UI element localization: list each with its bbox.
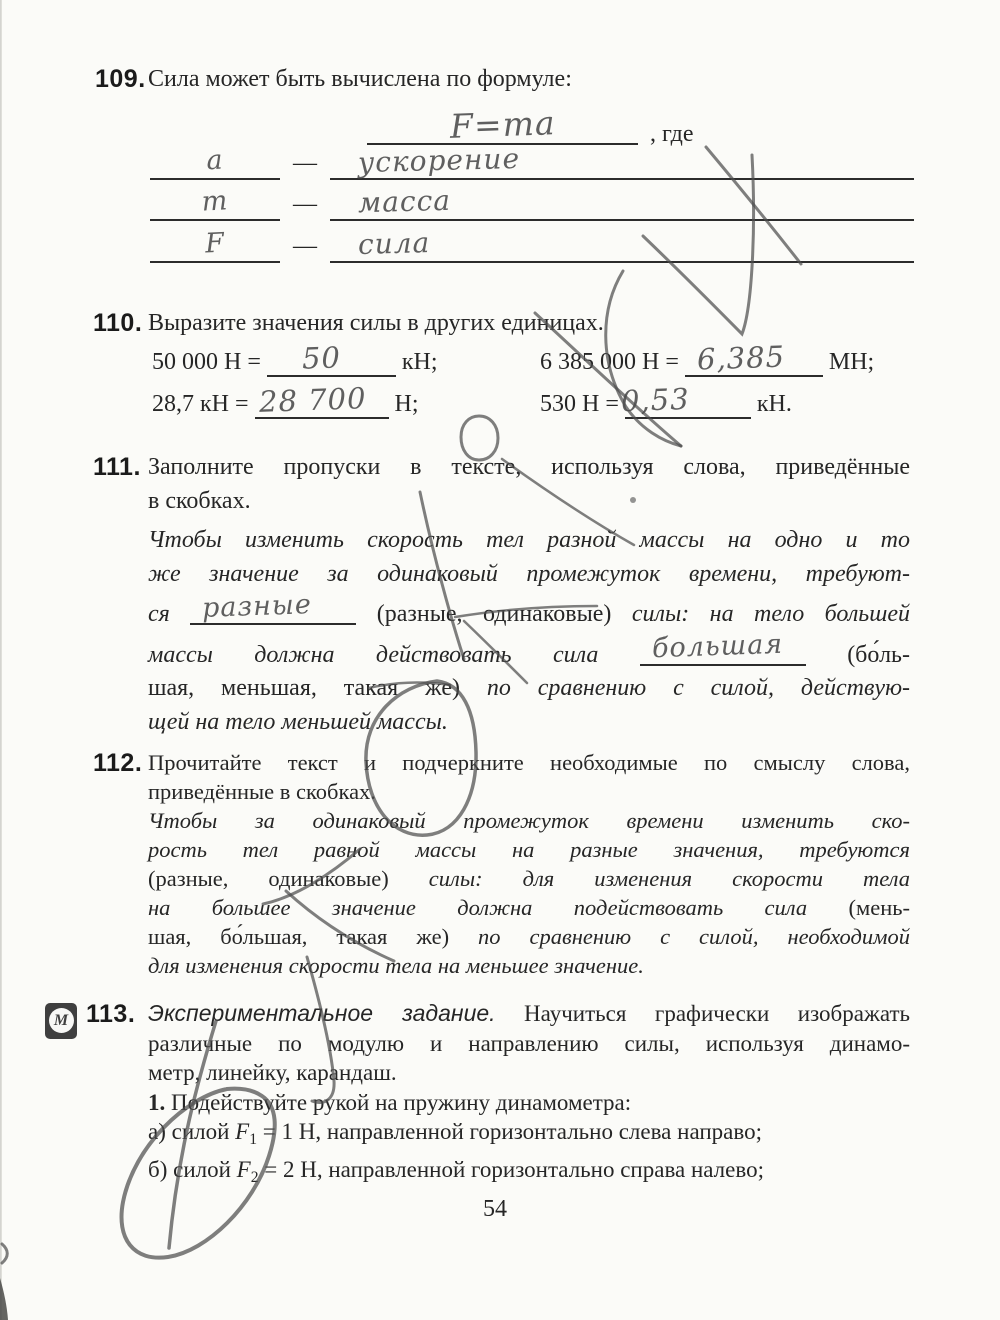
answer-blank[interactable]: 50 bbox=[267, 345, 396, 377]
unit-label: МН; bbox=[828, 349, 875, 375]
text-line: 1. Подействуйте рукой на пружину динамометра: bbox=[148, 1089, 632, 1115]
answer-blank[interactable] bbox=[640, 628, 806, 666]
text-line: метр, линейку, карандаш. bbox=[148, 1060, 397, 1085]
text-line: щей на тело меньшей массы. bbox=[148, 708, 448, 735]
dash: — bbox=[293, 150, 317, 176]
symbol-blank[interactable]: F bbox=[150, 229, 280, 263]
exercise-112-heading bbox=[148, 748, 910, 806]
text-line: а) силой $F_1 = 1$ Н, направленной горизонтально слева направо; bbox=[148, 1119, 762, 1148]
answer-blank[interactable]: 6,385 bbox=[685, 345, 823, 377]
exercise-110-title: Выразите значения силы в других единицах. bbox=[148, 310, 604, 336]
text-line: Прочитайте текст и подчеркните необходимые по смыслу слова, bbox=[148, 750, 910, 775]
answer-blank[interactable]: 28 700 bbox=[255, 387, 389, 419]
handwritten-answer: большая bbox=[651, 628, 784, 665]
answer-blank[interactable] bbox=[190, 588, 356, 625]
unit-label: Н; bbox=[394, 391, 419, 417]
definition-blank[interactable]: сила bbox=[330, 229, 914, 263]
definition-blank[interactable]: масса bbox=[330, 187, 914, 221]
definition-row bbox=[150, 141, 914, 180]
text-line: массы должна действовать сила большая (бо́ль- bbox=[148, 628, 910, 668]
text-line: приведённые в скобках. bbox=[148, 779, 376, 804]
exercise-111-body bbox=[148, 524, 910, 739]
text-line: шая, бо́льшая, такая же) по сравнению с силой, необходимой bbox=[148, 924, 910, 949]
exercise-110-number: 110. bbox=[93, 309, 143, 337]
where-label: , где bbox=[650, 121, 694, 147]
handwritten-answer: разные bbox=[201, 588, 313, 624]
methodical-badge bbox=[45, 1003, 77, 1039]
conversion-label: 28,7 кН = bbox=[152, 391, 249, 417]
text-line: б) силой $F_2 = 2$ Н, направленной горизонтально справа налево; bbox=[148, 1156, 764, 1186]
text-line: в скобках. bbox=[148, 487, 251, 514]
page-number: 54 bbox=[483, 1196, 507, 1222]
page-left-edge bbox=[0, 0, 2, 1320]
text-line: Чтобы за одинаковый промежуток времени изменить ско- bbox=[148, 808, 910, 833]
unit-label: кН. bbox=[756, 391, 792, 417]
dash: — bbox=[293, 233, 317, 259]
definition-row bbox=[150, 226, 914, 261]
text-line: Чтобы изменить скорость тел разной массы на одно и то bbox=[148, 527, 910, 553]
text-line: шая, меньшая, такая же) по сравнению с силой, действую- bbox=[148, 675, 910, 701]
dash: — bbox=[293, 191, 317, 217]
exercise-109-title: Сила может быть вычислена по формуле: bbox=[148, 66, 572, 92]
text-line: рость тел равной массы на разные значения, требуются bbox=[148, 837, 910, 862]
exercise-113-number: 113. bbox=[86, 1000, 136, 1028]
exercise-111-number: 111. bbox=[93, 453, 141, 481]
text-line: (разные, одинаковые) силы: для изменения скорости тела bbox=[148, 866, 911, 891]
conversion-item bbox=[540, 381, 792, 422]
conversion-label: 50 000 Н = bbox=[152, 349, 261, 375]
exercise-113-body bbox=[148, 999, 910, 1192]
formula-blank[interactable] bbox=[367, 103, 638, 145]
symbol-blank[interactable]: a bbox=[150, 146, 280, 180]
conversion-item bbox=[152, 381, 419, 422]
text-line: же значение за одинаковый промежуток времени, требуют- bbox=[148, 560, 910, 587]
conversion-label: 6 385 000 Н = bbox=[540, 349, 679, 375]
m-badge-icon: М bbox=[49, 1008, 74, 1033]
handwritten-formula: F=ma bbox=[449, 103, 556, 146]
definition-blank[interactable]: ускорение bbox=[330, 146, 914, 180]
unit-label: кН; bbox=[401, 349, 438, 375]
answer-blank[interactable]: 0,53 bbox=[625, 387, 751, 419]
text-line: Заполните пропуски в тексте, используя слова, приведённые bbox=[148, 454, 910, 480]
definition-row bbox=[150, 183, 914, 220]
text-line: различные по модулю и направлению силы, используя динамо- bbox=[148, 1030, 910, 1056]
text-line: для изменения скорости тела на меньшее значение. bbox=[148, 953, 644, 978]
text-line: Экспериментальное задание. Научиться графически изображать bbox=[148, 1000, 910, 1026]
exercise-112-body bbox=[148, 806, 910, 980]
exercise-111-heading bbox=[148, 451, 910, 518]
conversion-item bbox=[540, 339, 875, 380]
exercise-112-number: 112. bbox=[93, 749, 143, 777]
conversion-item bbox=[152, 340, 438, 380]
exercise-109-number: 109. bbox=[95, 65, 146, 93]
text-line: на большее значение должна подействовать сила (мень- bbox=[148, 895, 910, 920]
conversion-label: 530 Н = bbox=[540, 391, 619, 417]
symbol-blank[interactable]: m bbox=[150, 187, 280, 221]
text-line: ся разные (разные, одинаковые) силы: на тело большей bbox=[148, 588, 910, 627]
